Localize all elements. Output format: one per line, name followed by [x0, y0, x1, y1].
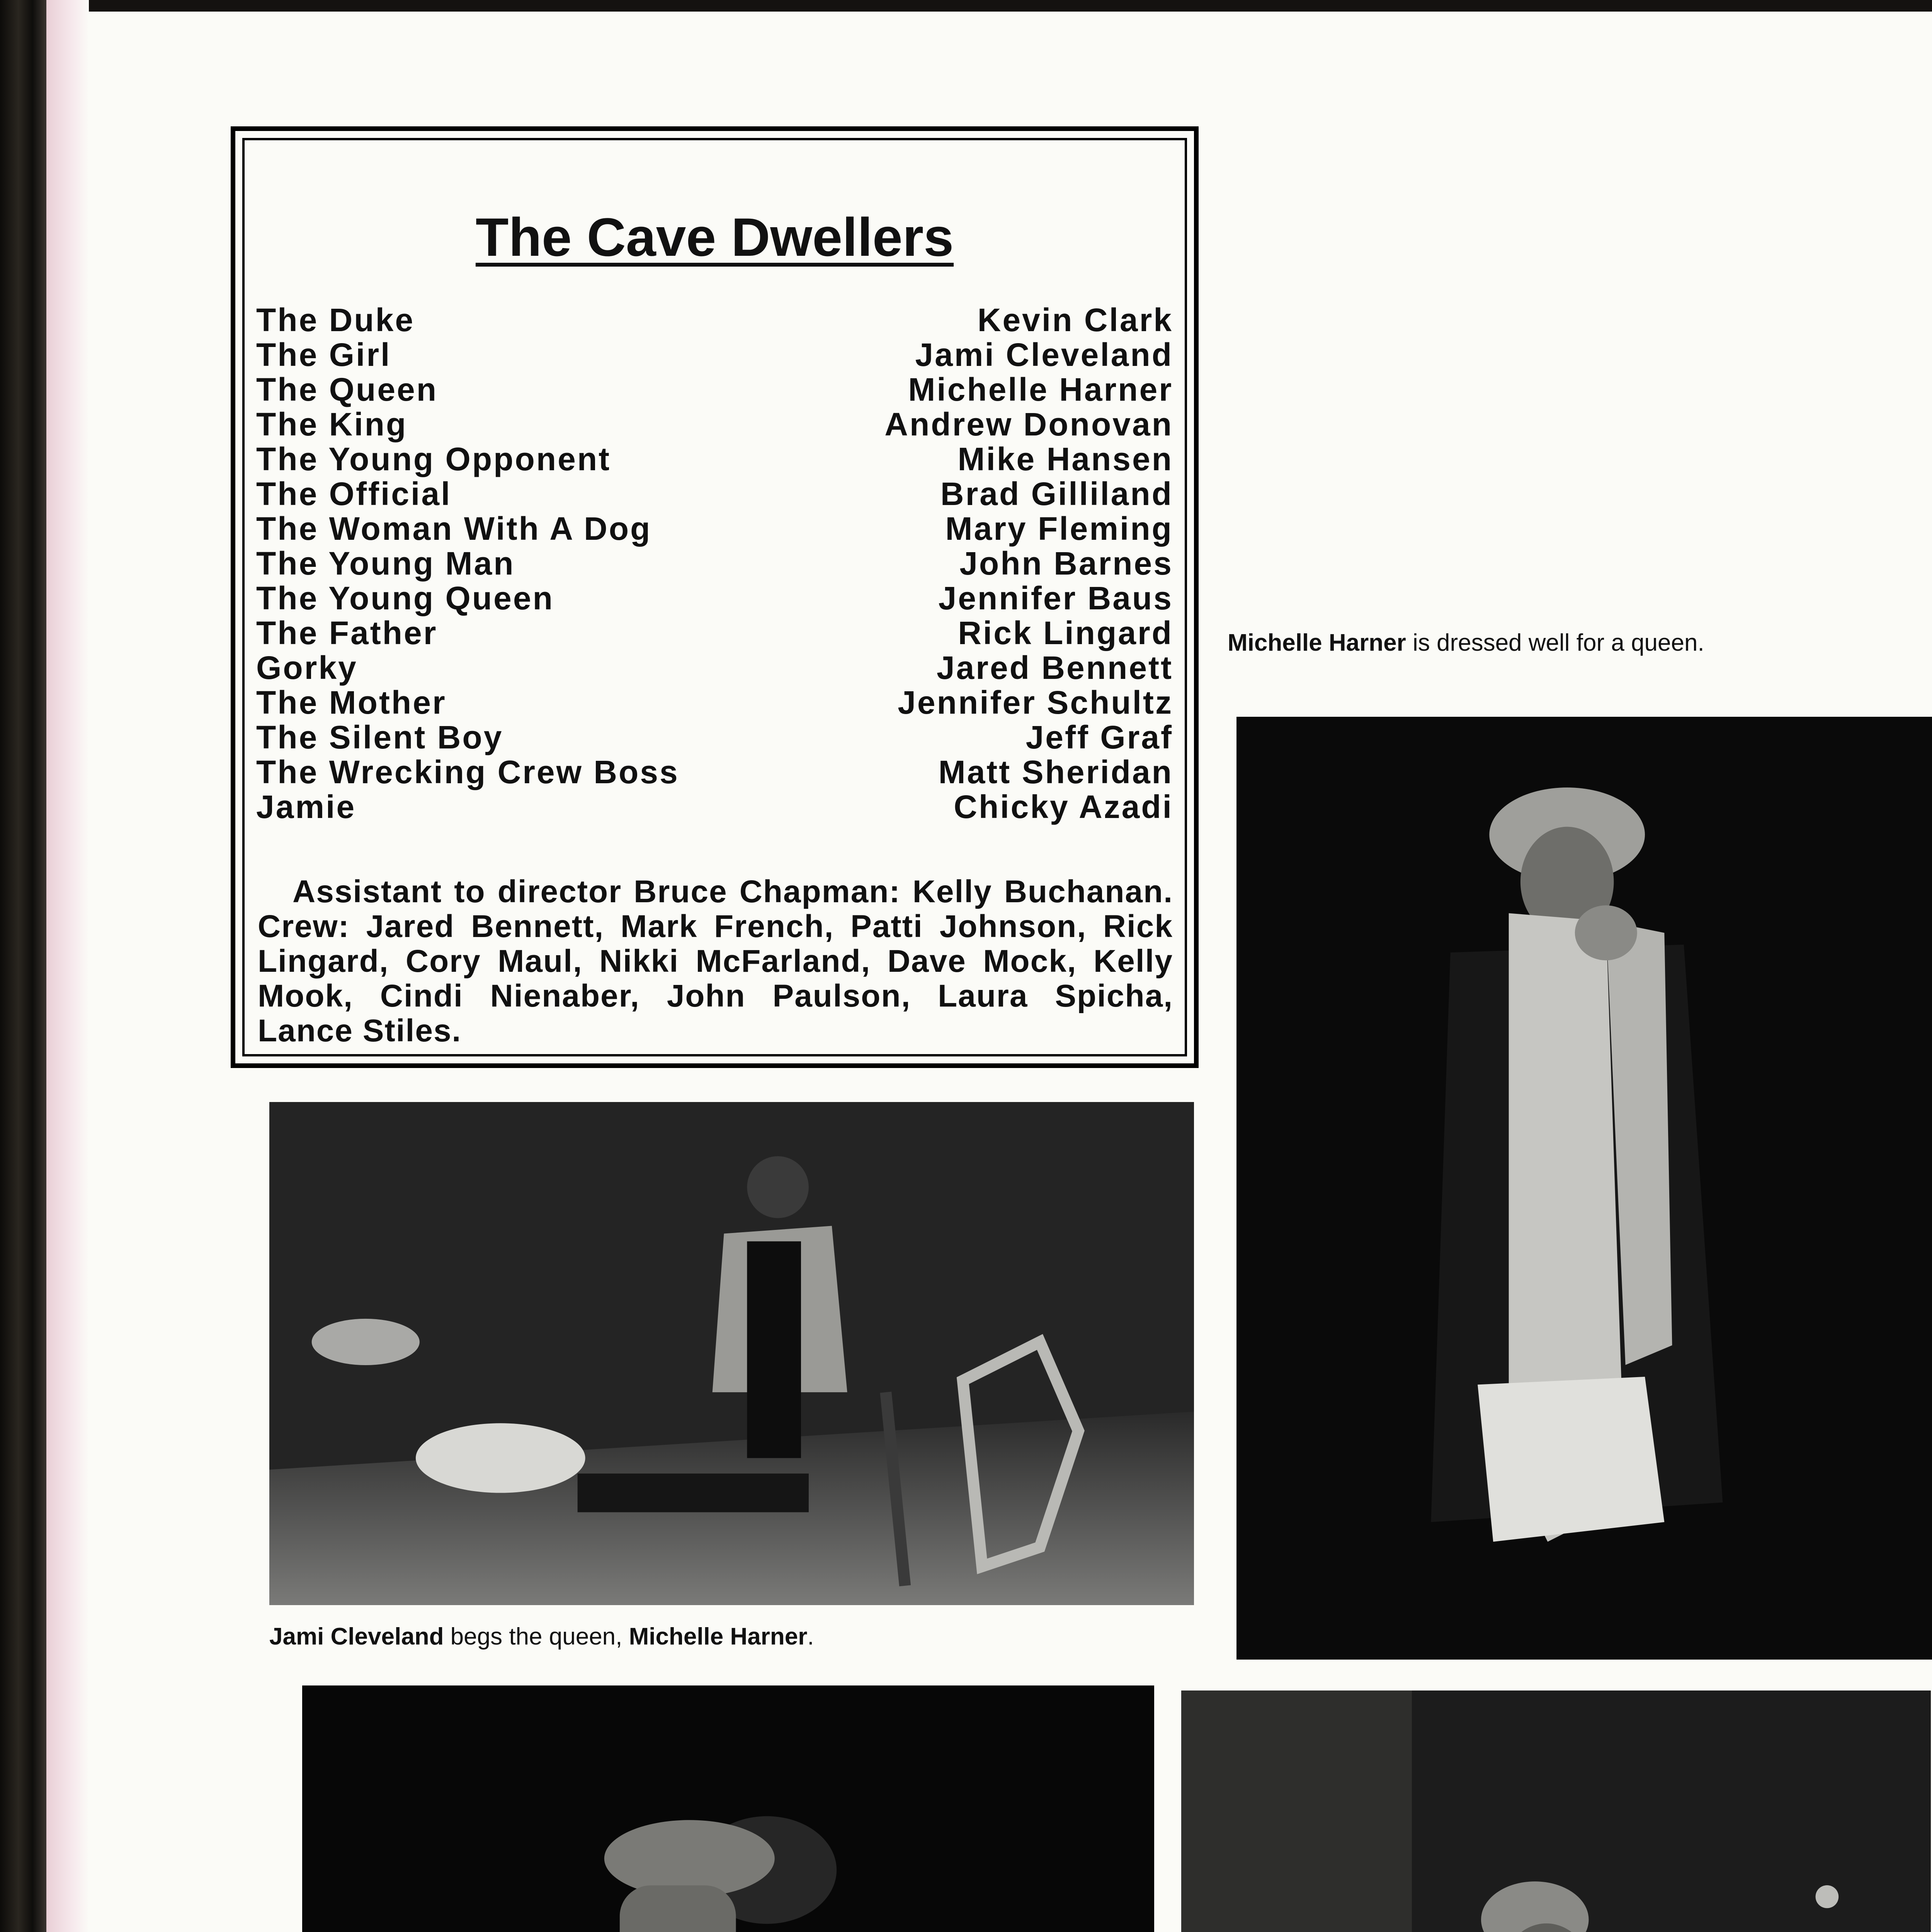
- queen-scarf-photo: [1236, 717, 1932, 1660]
- cast-role: The Duke: [256, 302, 415, 338]
- cast-actor: Michelle Harner: [908, 371, 1173, 408]
- cast-role: The Silent Boy: [256, 719, 503, 755]
- cast-role: The Mother: [256, 684, 447, 721]
- donovan-photo: [302, 1685, 1154, 1932]
- cast-actor: Jared Bennett: [936, 650, 1173, 686]
- cast-actor: Mike Hansen: [957, 441, 1173, 477]
- crew-credits: Assistant to director Bruce Chapman: Kelly Buchanan. Crew: Jared Bennett, Mark French, Patti Johnson, Rick Lingard, Cory Maul, Nikki McFarland, Dave Mock, Kelly Mook, Cindi Nienaber, John Paulson, Laura Spicha, Lance Stiles.: [258, 874, 1173, 1048]
- cast-role: The Girl: [256, 337, 391, 373]
- book-spine: [0, 0, 46, 1932]
- cast-role: The Young Man: [256, 545, 515, 582]
- cast-actor: Jami Cleveland: [915, 337, 1173, 373]
- cast-role: The Young Opponent: [256, 441, 611, 477]
- cast-role: The Wrecking Crew Boss: [256, 754, 679, 790]
- cast-actor: John Barnes: [959, 545, 1173, 582]
- cast-actor: Andrew Donovan: [884, 406, 1173, 442]
- cast-actor: Jennifer Baus: [938, 580, 1173, 616]
- cast-actor: Jeff Graf: [1026, 719, 1173, 755]
- cast-actor: Matt Sheridan: [938, 754, 1173, 790]
- cast-actor: Brad Gilliland: [940, 476, 1173, 512]
- cast-role: The Father: [256, 615, 438, 651]
- cast-list-box: [231, 126, 1199, 1068]
- queen-photo-caption: Michelle Harner is dressed well for a queen.: [1228, 629, 1704, 656]
- page-edge: [46, 0, 89, 1932]
- cast-actor: Mary Fleming: [945, 510, 1173, 547]
- cast-actor: Rick Lingard: [958, 615, 1173, 651]
- cast-role: Jamie: [256, 789, 356, 825]
- cast-roles-column: [256, 303, 759, 824]
- stage-scene-photo: [269, 1102, 1194, 1605]
- cast-actors-column: [748, 303, 1173, 824]
- stage-photo-caption: Jami Cleveland begs the queen, Michelle Harner.: [269, 1623, 814, 1650]
- cast-actor: Jennifer Schultz: [898, 684, 1173, 721]
- shawl-woman-photo: [1181, 1690, 1931, 1932]
- cast-role: The Woman With A Dog: [256, 510, 652, 547]
- cast-role: The Official: [256, 476, 452, 512]
- cast-actor: Kevin Clark: [977, 302, 1173, 338]
- cast-role: The King: [256, 406, 408, 442]
- cast-actor: Chicky Azadi: [954, 789, 1173, 825]
- cast-role: Gorky: [256, 650, 358, 686]
- cast-role: The Young Queen: [256, 580, 554, 616]
- play-title: The Cave Dwellers: [475, 207, 954, 267]
- cast-list-inner: [242, 138, 1187, 1056]
- cast-role: The Queen: [256, 371, 438, 408]
